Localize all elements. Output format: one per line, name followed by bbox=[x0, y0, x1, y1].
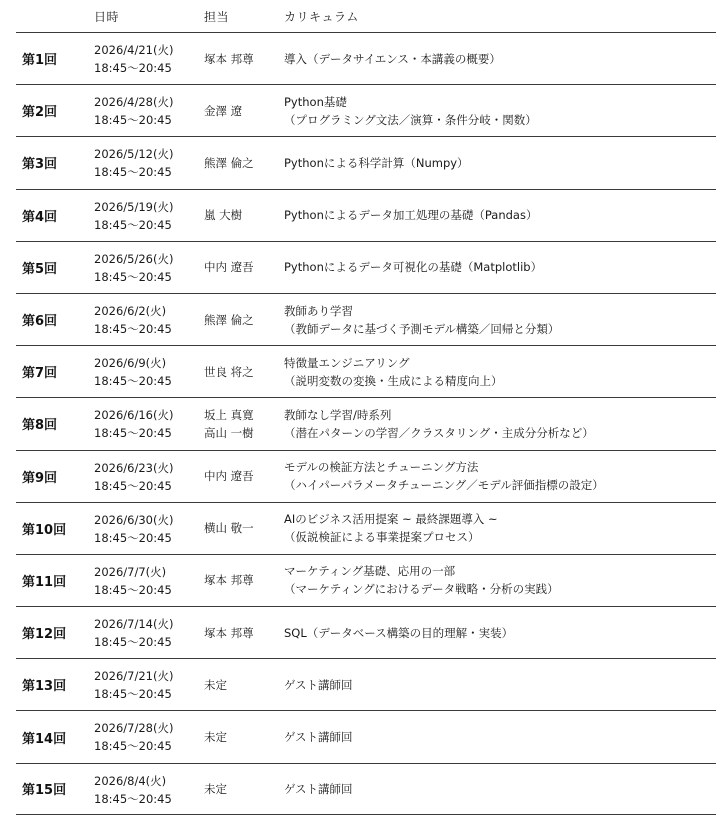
header-curriculum: カリキュラム bbox=[284, 10, 359, 24]
session-curriculum bbox=[284, 137, 469, 188]
session-number: 第10回 bbox=[22, 522, 67, 538]
session-datetime bbox=[94, 719, 173, 755]
curriculum-line: SQL（データベース構築の目的理解・実装） bbox=[284, 625, 514, 640]
teacher-name: 未定 bbox=[204, 677, 227, 692]
curriculum-line: （マーケティングにおけるデータ戦略・分析の実践） bbox=[284, 582, 559, 597]
session-time: 18:45〜20:45 bbox=[94, 530, 172, 545]
teacher-name: 塚本 邦尊 bbox=[204, 625, 254, 640]
session-date: 2026/4/28(火) bbox=[94, 95, 174, 110]
session-teacher bbox=[204, 242, 254, 293]
teacher-name: 塚本 邦尊 bbox=[204, 573, 254, 588]
session-time: 18:45〜20:45 bbox=[94, 165, 172, 180]
session-curriculum bbox=[284, 398, 594, 449]
session-teacher bbox=[204, 659, 227, 710]
session-time: 18:45〜20:45 bbox=[94, 478, 172, 493]
session-curriculum bbox=[284, 711, 353, 762]
table-row bbox=[16, 450, 716, 502]
session-date: 2026/6/23(火) bbox=[94, 460, 174, 475]
session-datetime bbox=[94, 354, 172, 390]
session-curriculum bbox=[284, 503, 498, 554]
table-row bbox=[16, 658, 716, 710]
session-number: 第15回 bbox=[22, 783, 67, 799]
session-curriculum bbox=[284, 607, 513, 658]
session-teacher bbox=[204, 764, 227, 814]
session-datetime bbox=[94, 198, 173, 234]
session-date: 2026/7/14(火) bbox=[94, 617, 174, 632]
session-teacher bbox=[204, 294, 254, 345]
teacher-name: 坂上 真寛 bbox=[204, 407, 254, 422]
session-time: 18:45〜20:45 bbox=[94, 426, 172, 441]
table-row bbox=[16, 502, 716, 554]
session-curriculum bbox=[284, 451, 604, 502]
teacher-name: 熊澤 倫之 bbox=[204, 155, 254, 170]
teacher-name: 世良 将之 bbox=[204, 364, 254, 379]
session-teacher bbox=[204, 503, 254, 554]
teacher-name: 中内 遼吾 bbox=[204, 469, 254, 484]
curriculum-line: AIのビジネス活用提案 ~ 最終課題導入 ~ bbox=[284, 512, 498, 527]
session-datetime bbox=[94, 459, 173, 495]
session-number: 第14回 bbox=[22, 731, 67, 747]
session-number: 第13回 bbox=[22, 679, 67, 695]
curriculum-line: Pythonによる科学計算（Numpy） bbox=[284, 155, 469, 170]
session-number: 第4回 bbox=[22, 209, 58, 225]
header-teacher: 担当 bbox=[204, 10, 230, 24]
session-number: 第1回 bbox=[22, 53, 58, 69]
session-teacher bbox=[204, 190, 242, 241]
session-datetime bbox=[94, 406, 173, 442]
session-time: 18:45〜20:45 bbox=[94, 374, 172, 389]
session-time: 18:45〜20:45 bbox=[94, 635, 172, 650]
teacher-name: 高山 一樹 bbox=[204, 425, 254, 440]
curriculum-line: （教師データに基づく予測モデル構築／回帰と分類） bbox=[284, 321, 560, 336]
curriculum-line: 教師あり学習 bbox=[284, 303, 353, 318]
session-teacher bbox=[204, 346, 254, 397]
table-row bbox=[16, 345, 716, 397]
teacher-name: 未定 bbox=[204, 730, 227, 745]
session-date: 2026/5/19(火) bbox=[94, 199, 174, 214]
session-date: 2026/6/2(火) bbox=[94, 303, 167, 318]
session-number: 第7回 bbox=[22, 366, 58, 382]
session-date: 2026/8/4(火) bbox=[94, 773, 167, 788]
table-row bbox=[16, 241, 716, 293]
session-datetime bbox=[94, 250, 173, 286]
session-teacher bbox=[204, 398, 254, 449]
session-teacher bbox=[204, 85, 242, 136]
header-date: 日時 bbox=[94, 10, 120, 24]
session-datetime bbox=[94, 41, 173, 77]
curriculum-line: 特徴量エンジニアリング bbox=[284, 355, 410, 370]
curriculum-line: Pythonによるデータ加工処理の基礎（Pandas） bbox=[284, 208, 538, 223]
session-date: 2026/5/26(火) bbox=[94, 251, 174, 266]
curriculum-line: ゲスト講師回 bbox=[284, 781, 353, 796]
session-date: 2026/5/12(火) bbox=[94, 147, 174, 162]
session-curriculum bbox=[284, 346, 503, 397]
session-curriculum bbox=[284, 242, 542, 293]
teacher-name: 塚本 邦尊 bbox=[204, 51, 254, 66]
session-datetime bbox=[94, 145, 173, 181]
session-time: 18:45〜20:45 bbox=[94, 582, 172, 597]
table-row bbox=[16, 136, 716, 188]
session-time: 18:45〜20:45 bbox=[94, 687, 172, 702]
session-number: 第2回 bbox=[22, 105, 58, 121]
session-date: 2026/6/30(火) bbox=[94, 512, 174, 527]
teacher-name: 中内 遼吾 bbox=[204, 260, 254, 275]
curriculum-line: Python基礎 bbox=[284, 94, 347, 109]
session-datetime bbox=[94, 511, 173, 547]
session-date: 2026/4/21(火) bbox=[94, 43, 174, 57]
curriculum-line: Pythonによるデータ可視化の基礎（Matplotlib） bbox=[284, 260, 543, 275]
curriculum-line: 導入（データサイエンス・本講義の概要） bbox=[284, 51, 501, 66]
session-curriculum bbox=[284, 190, 537, 241]
session-datetime bbox=[94, 302, 172, 338]
session-time: 18:45〜20:45 bbox=[94, 321, 172, 336]
session-time: 18:45〜20:45 bbox=[94, 791, 172, 806]
curriculum-line: （仮説検証による事業提案プロセス） bbox=[284, 530, 480, 545]
session-number: 第5回 bbox=[22, 261, 58, 277]
session-teacher bbox=[204, 451, 254, 502]
table-row bbox=[16, 763, 716, 815]
session-datetime bbox=[94, 772, 172, 808]
session-number: 第12回 bbox=[22, 627, 67, 643]
curriculum-line: モデルの検証方法とチューニング方法 bbox=[284, 460, 479, 475]
session-teacher bbox=[204, 555, 254, 606]
session-teacher bbox=[204, 137, 254, 188]
curriculum-line: ゲスト講師回 bbox=[284, 730, 353, 745]
table-row bbox=[16, 397, 716, 449]
teacher-name: 横山 敬一 bbox=[204, 521, 254, 536]
session-curriculum bbox=[284, 659, 353, 710]
session-time: 18:45〜20:45 bbox=[94, 113, 172, 128]
session-curriculum bbox=[284, 33, 501, 84]
curriculum-line: （潜在パターンの学習／クラスタリング・主成分分析など） bbox=[284, 425, 594, 440]
teacher-name: 熊澤 倫之 bbox=[204, 312, 254, 327]
curriculum-line: 教師なし学習/時系列 bbox=[284, 407, 392, 422]
session-curriculum bbox=[284, 764, 353, 814]
session-time: 18:45〜20:45 bbox=[94, 217, 172, 232]
table-row bbox=[16, 710, 716, 762]
session-curriculum bbox=[284, 85, 537, 136]
teacher-name: 金澤 遼 bbox=[204, 103, 243, 118]
schedule-table bbox=[16, 32, 716, 815]
session-datetime bbox=[94, 563, 172, 599]
session-number: 第11回 bbox=[22, 574, 67, 590]
session-datetime bbox=[94, 93, 173, 129]
curriculum-line: マーケティング基礎、応用の一部 bbox=[284, 564, 456, 579]
curriculum-line: （説明変数の変換・生成による精度向上） bbox=[284, 373, 503, 388]
session-time: 18:45〜20:45 bbox=[94, 61, 172, 75]
table-row bbox=[16, 606, 716, 658]
session-date: 2026/6/9(火) bbox=[94, 356, 167, 371]
session-time: 18:45〜20:45 bbox=[94, 269, 172, 284]
session-datetime bbox=[94, 667, 173, 703]
table-row bbox=[16, 32, 716, 84]
session-number: 第6回 bbox=[22, 314, 58, 330]
session-time: 18:45〜20:45 bbox=[94, 739, 172, 754]
session-number: 第8回 bbox=[22, 418, 58, 434]
session-date: 2026/7/28(火) bbox=[94, 721, 174, 736]
table-row bbox=[16, 84, 716, 136]
teacher-name: 嵐 大樹 bbox=[204, 208, 243, 223]
curriculum-line: （プログラミング文法／演算・条件分岐・関数） bbox=[284, 112, 537, 127]
session-teacher bbox=[204, 607, 254, 658]
table-row bbox=[16, 293, 716, 345]
curriculum-line: ゲスト講師回 bbox=[284, 677, 353, 692]
teacher-name: 未定 bbox=[204, 781, 227, 796]
session-curriculum bbox=[284, 555, 559, 606]
session-number: 第9回 bbox=[22, 470, 58, 486]
table-header bbox=[0, 0, 721, 32]
table-row bbox=[16, 554, 716, 606]
session-date: 2026/6/16(火) bbox=[94, 408, 174, 423]
session-date: 2026/7/21(火) bbox=[94, 669, 174, 684]
table-row bbox=[16, 189, 716, 241]
session-number: 第3回 bbox=[22, 157, 58, 173]
session-curriculum bbox=[284, 294, 559, 345]
session-datetime bbox=[94, 615, 173, 651]
curriculum-line: （ハイパーパラメータチューニング／モデル評価指標の設定） bbox=[284, 478, 604, 493]
session-teacher bbox=[204, 33, 254, 84]
session-date: 2026/7/7(火) bbox=[94, 564, 167, 579]
session-teacher bbox=[204, 711, 227, 762]
